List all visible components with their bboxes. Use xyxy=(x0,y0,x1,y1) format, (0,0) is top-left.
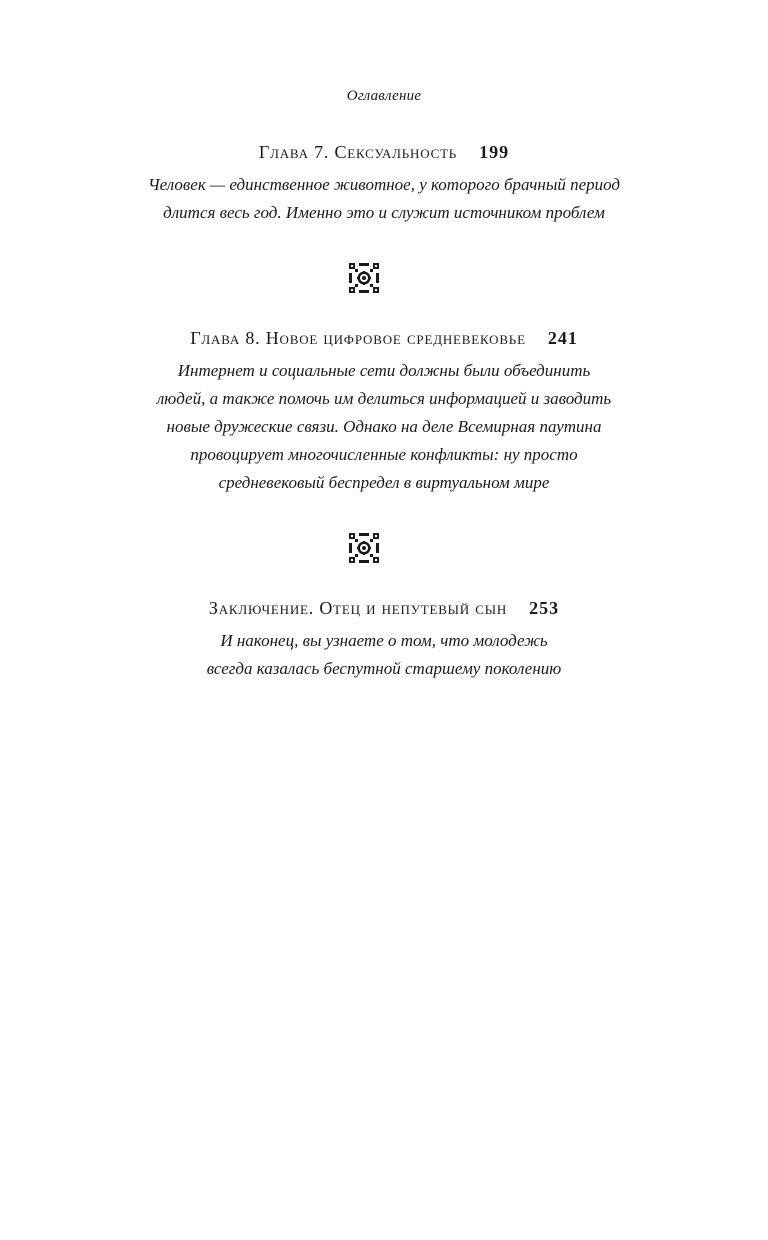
description-line: Человек — единственное животное, у которого брачный период xyxy=(147,175,621,194)
toc-entry-title-line xyxy=(0,142,768,163)
toc-entry-page-number: 253 xyxy=(529,598,560,618)
description-line: И наконец, вы узнаете о том, что молодежь xyxy=(220,631,548,650)
toc-entry-chapter-7[interactable] xyxy=(0,142,768,227)
toc-entry-title-line xyxy=(0,598,768,619)
toc-entry-page-number: 199 xyxy=(479,142,510,162)
toc-entry-description xyxy=(0,357,768,497)
description-line: длится весь год. Именно это и служит источником проблем xyxy=(163,203,605,222)
toc-entry-title: Глава 7. Сексуальность xyxy=(258,142,458,162)
toc-entry-title-line xyxy=(0,328,768,349)
toc-entry-conclusion[interactable] xyxy=(0,598,768,683)
description-line: новые дружеские связи. Однако на деле Всемирная паутина xyxy=(166,417,602,436)
running-head: Оглавление xyxy=(346,88,422,104)
toc-entry-title: Глава 8. Новое цифровое средневековье xyxy=(190,328,526,348)
floral-ornament-icon xyxy=(348,532,380,564)
description-line: всегда казалась беспутной старшему поколению xyxy=(206,659,562,678)
toc-entry-chapter-8[interactable] xyxy=(0,328,768,497)
description-line: Интернет и социальные сети должны были объединить xyxy=(177,361,591,380)
toc-entry-description xyxy=(0,627,768,683)
toc-entry-page-number: 241 xyxy=(547,328,578,348)
floral-ornament-icon xyxy=(348,262,380,294)
description-line: людей, а также помочь им делиться информацией и заводить xyxy=(156,389,612,408)
description-line: провоцирует многочисленные конфликты: ну просто xyxy=(190,445,578,464)
toc-entry-title: Заключение. Отец и непутевый сын xyxy=(208,598,508,618)
description-line: средневековый беспредел в виртуальном мире xyxy=(218,473,550,492)
toc-entry-description xyxy=(0,171,768,227)
